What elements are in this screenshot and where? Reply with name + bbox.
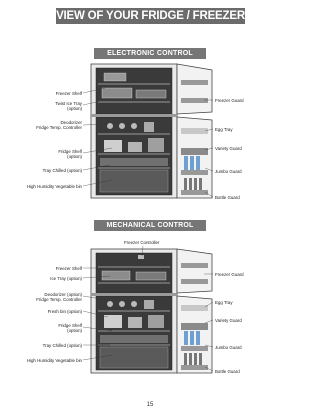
label-deodorizer: Deodorizer Fridge Temp. Controller (36, 120, 82, 130)
label-deodorizer-2: Deodorizer (option) Fridge Temp. Controller (36, 292, 82, 302)
label-tray-chilled-2: Tray Chilled (option) (42, 343, 82, 348)
label-vegetable-bin: High Humidity Vegetable bin (26, 184, 82, 189)
section-heading-electronic: ELECTRONIC CONTROL (94, 48, 206, 59)
label-egg-tray-2: Egg Tray (215, 300, 233, 305)
fridge-illustration-mechanical (88, 247, 216, 375)
label-freezer-shelf: Freezer Shelf (55, 91, 82, 96)
section-heading-mechanical: MECHANICAL CONTROL (94, 220, 206, 231)
label-jumbo-guard-2: Jumbo Guard (215, 345, 242, 350)
label-twist-ice-tray: Twist Ice Tray (option) (55, 101, 82, 111)
label-freezer-controller: Freezer Controller (124, 240, 160, 245)
page-title: VIEW OF YOUR FRIDGE / FREEZER (56, 10, 245, 22)
label-vegetable-bin-2: High Humidity Vegetable bin (26, 358, 82, 363)
fridge-illustration-electronic (88, 62, 216, 200)
label-bottle-guard: Bottle Guard (215, 195, 240, 200)
label-freezer-shelf-2: Freezer Shelf (55, 266, 82, 271)
page-number: 15 (146, 402, 154, 408)
label-egg-tray: Egg Tray (215, 127, 233, 132)
label-freezer-guard: Freezer Guard (215, 98, 244, 103)
label-bottle-guard-2: Bottle Guard (215, 369, 240, 374)
label-variety-guard: Variety Guard (215, 146, 242, 151)
label-fridge-shelf-2: Fridge Shelf (option) (58, 323, 82, 333)
label-fresh-bin: Fresh bin (option) (47, 309, 82, 314)
label-variety-guard-2: Variety Guard (215, 318, 242, 323)
label-fridge-shelf: Fridge Shelf (option) (58, 149, 82, 159)
label-jumbo-guard: Jumbo Guard (215, 169, 242, 174)
label-tray-chilled: Tray Chilled (option) (42, 168, 82, 173)
label-ice-tray: Ice Tray (option) (50, 276, 82, 281)
label-freezer-guard-2: Freezer Guard (215, 272, 244, 277)
